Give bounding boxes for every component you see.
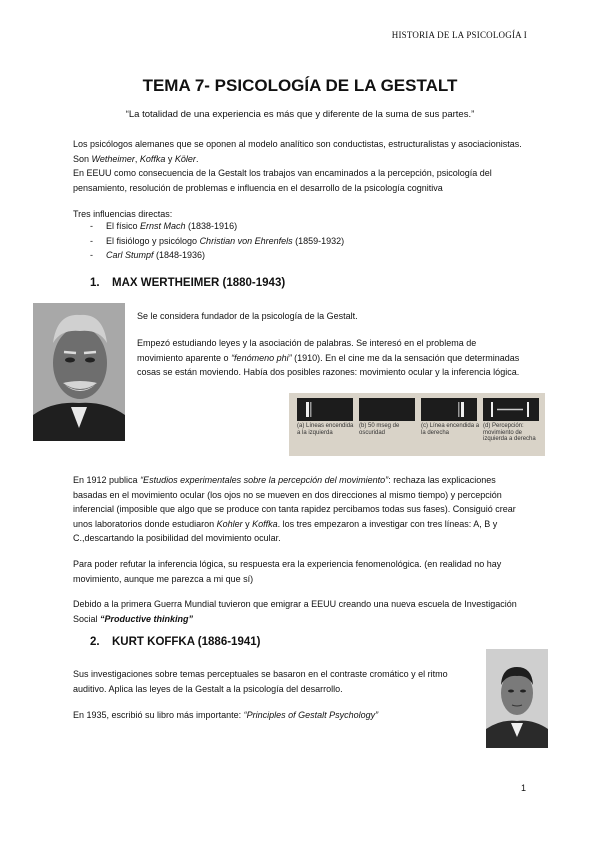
section-title: MAX WERTHEIMER (1880-1943): [112, 277, 286, 289]
intro-separator: ,: [134, 153, 140, 164]
section-heading-wertheimer: [90, 277, 285, 289]
paragraph-text: En 1912 publica: [73, 475, 141, 485]
phi-phenomenon-figure: [289, 393, 545, 456]
section-number: 2.: [90, 636, 100, 648]
name-koler: Köler: [174, 153, 196, 164]
influence-name: Ernst Mach: [140, 221, 186, 231]
intro-line-1: [73, 137, 528, 166]
intro-line-2: En EEUU como consecuencia de la Gestalt los trabajos van encaminados a la percepción, psicología del pensamiento, resolución de problemas e influencia en el desarrollo de la psicología cognitiva: [73, 168, 492, 193]
paragraph-text: Debido a la primera Guerra Mundial tuvieron que emigrar a EEUU creando una nueva escuela de Investigación Social: [73, 599, 517, 624]
influence-role: El físico: [106, 221, 141, 231]
influence-item: [73, 219, 344, 234]
phi-label-a: (a) Líneas encendida a la izquierda: [297, 423, 354, 436]
influence-dates: (1859-1932): [292, 235, 345, 246]
paragraph-text: En 1935, escribió su libro más importante:: [73, 710, 244, 720]
paragraph-text: Empezó estudiando leyes y la asociación de palabras. Se interesó en el problema de movimiento aparente o: [137, 338, 477, 363]
intro-paragraph: [73, 137, 528, 195]
publication-title: “Estudios experimentales sobre la percepción del movimiento”: [140, 475, 389, 485]
influence-item: [73, 234, 344, 249]
phi-label-c: (c) Línea encendida a la derecha: [421, 423, 480, 436]
intro-separator: y: [165, 153, 175, 164]
section-heading-koffka: [90, 636, 260, 648]
influence-role: El fisiólogo y psicólogo: [106, 235, 200, 246]
koffka-research-paragraph: Sus investigaciones sobre temas perceptuales se basaron en el contraste cromático y el ritmo auditivo. Aplica las leyes de la Gestalt a la psicología del desarrollo.: [73, 669, 448, 694]
section-number: 1.: [90, 277, 100, 289]
world-war-paragraph: [73, 597, 528, 626]
publication-1912-paragraph: [73, 473, 528, 546]
name-koffka: Koffka: [252, 518, 278, 529]
influences-title: Tres influencias directas:: [73, 209, 173, 219]
influence-dates: (1838-1916): [185, 221, 238, 231]
koffka-book-paragraph: [73, 708, 528, 723]
wertheimer-portrait: [33, 303, 125, 441]
phi-panel-b: [359, 398, 415, 421]
phi-panel-c: [421, 398, 477, 421]
section-title: KURT KOFFKA (1886-1941): [112, 636, 261, 648]
influence-name: Christian von Ehrenfels: [199, 235, 293, 246]
influences-list: [73, 219, 344, 263]
intro-text: Los psicólogos alemanes que se oponen al modelo analítico son conductistas, estructuralistas y asociacionistas. Son: [73, 139, 522, 164]
book-title: “Principles of Gestalt Psychology”: [243, 710, 379, 720]
phi-phenomenon-term: “fenómeno phi”: [231, 352, 292, 363]
page-header: HISTORIA DE LA PSICOLOGÍA I: [391, 30, 527, 40]
phi-label-d: (d) Percepción: movimiento de izquierda a derecha: [483, 423, 536, 442]
influence-name: Carl Stumpf: [106, 250, 154, 260]
page-title: TEMA 7- PSICOLOGÍA DE LA GESTALT: [142, 76, 458, 95]
phi-label-b: (b) 50 mseg de oscuridad: [359, 423, 400, 436]
paragraph-text: : rechaza las explicaciones basadas en el movimiento ocular (los ojos no se mueven en dos direcciones al mismo tiempo) y percepción inferencial (imposible que algo que se produce con tanta rapidez percibamos todas sus fases). Consiguió crear unos laboratorios donde estudiaron: [73, 475, 516, 529]
page-number: 1: [520, 783, 526, 793]
phi-panel-d: [483, 398, 539, 421]
influence-dates: (1848-1936): [153, 250, 206, 260]
name-wetheimer: Wetheimer: [91, 153, 135, 164]
wertheimer-founder-text: Se le considera fundador de la psicología de la Gestalt.: [137, 311, 358, 321]
name-koffka: Koffka: [139, 153, 166, 164]
phi-panel-a: [297, 398, 353, 421]
koffka-portrait: [486, 649, 548, 748]
paragraph-text: y: [242, 518, 253, 529]
gestalt-quote: “La totalidad de una experiencia es más que y diferente de la suma de sus partes.”: [125, 109, 475, 120]
wertheimer-phi-paragraph: [137, 336, 522, 380]
refute-inference-paragraph: Para poder refutar la inferencia lógica, su respuesta era la experiencia fenomenológica. (en realidad no hay movimiento, aunque me parezca a mi que sí): [73, 559, 502, 584]
name-kohler: Kohler: [216, 518, 243, 529]
paragraph-text: (1910). En el cine me da la sensación que determinadas cosas se están moviendo. Había dos posibles razones: movimiento ocular y la inferencia lógica.: [137, 352, 520, 377]
influence-item: [73, 248, 344, 263]
intro-text: .: [195, 153, 199, 164]
productive-thinking-term: “Productive thinking”: [100, 613, 194, 624]
paragraph-text: . los tres empezaron a investigar con tres líneas: A, B y C.,descartando la posibilidad del movimiento ocular.: [73, 518, 498, 543]
